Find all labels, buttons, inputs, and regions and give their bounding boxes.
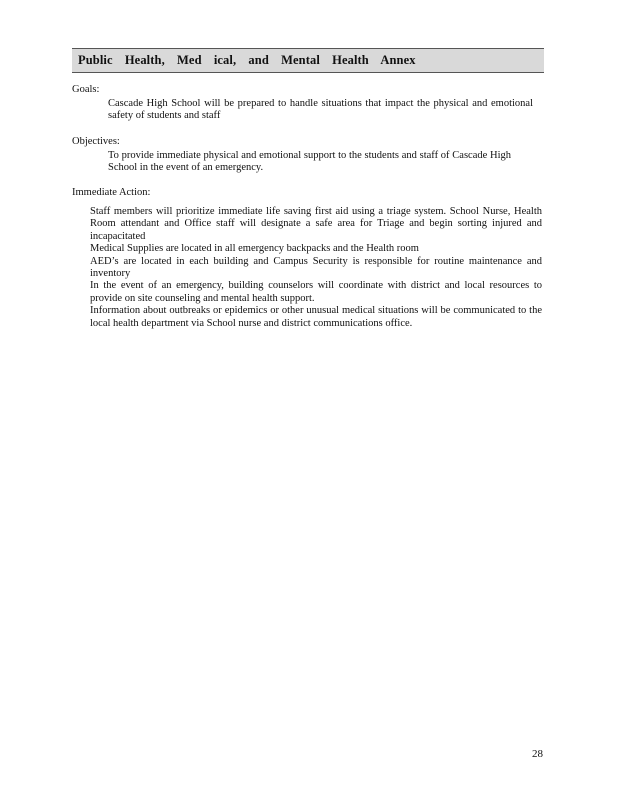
objectives-label: Objectives:: [72, 136, 120, 147]
action-item-text: AED’s are located in each building and Campus Security is responsible for routine maintenance and inventory: [90, 255, 542, 280]
objective-item: [108, 150, 511, 175]
page-number: 28: [532, 748, 543, 760]
action-item: [90, 243, 542, 255]
objectives-list: [108, 150, 511, 175]
action-item-text: Information about outbreaks or epidemics or other unusual medical situations will be communicated to the local health department via School nurse and district communications office.: [90, 305, 542, 329]
objective-item-text: To provide immediate physical and emotional support to the students and staff of Cascade High School in the event of an emergency.: [108, 150, 511, 174]
goals-list: [108, 98, 533, 123]
goal-item-text: Cascade High School will be prepared to handle situations that impact the physical and emotional safety of students and staff: [108, 98, 533, 122]
action-item-text: Medical Supplies are located in all emergency backpacks and the Health room: [90, 243, 419, 255]
goals-label: Goals:: [72, 84, 100, 95]
immediate-action-label: Immediate Action:: [72, 187, 151, 198]
action-item-text: In the event of an emergency, building counselors will coordinate with district and local resources to provide on site counseling and mental health support.: [90, 280, 542, 304]
annex-title: Public Health, Med ical, and Mental Health Annex: [78, 53, 416, 67]
action-item: [90, 206, 542, 243]
annex-header-band: [72, 48, 544, 73]
action-item-text: Staff members will prioritize immediate life saving first aid using a triage system. School Nurse, Health Room attendant and Office staff will designate a safe area for Triage and begin sorting injured and incapacitated: [90, 206, 542, 242]
action-item: [90, 256, 542, 281]
action-item: [90, 280, 542, 305]
immediate-action-list: [90, 206, 542, 330]
goal-item: [108, 98, 533, 123]
action-item: [90, 305, 542, 330]
